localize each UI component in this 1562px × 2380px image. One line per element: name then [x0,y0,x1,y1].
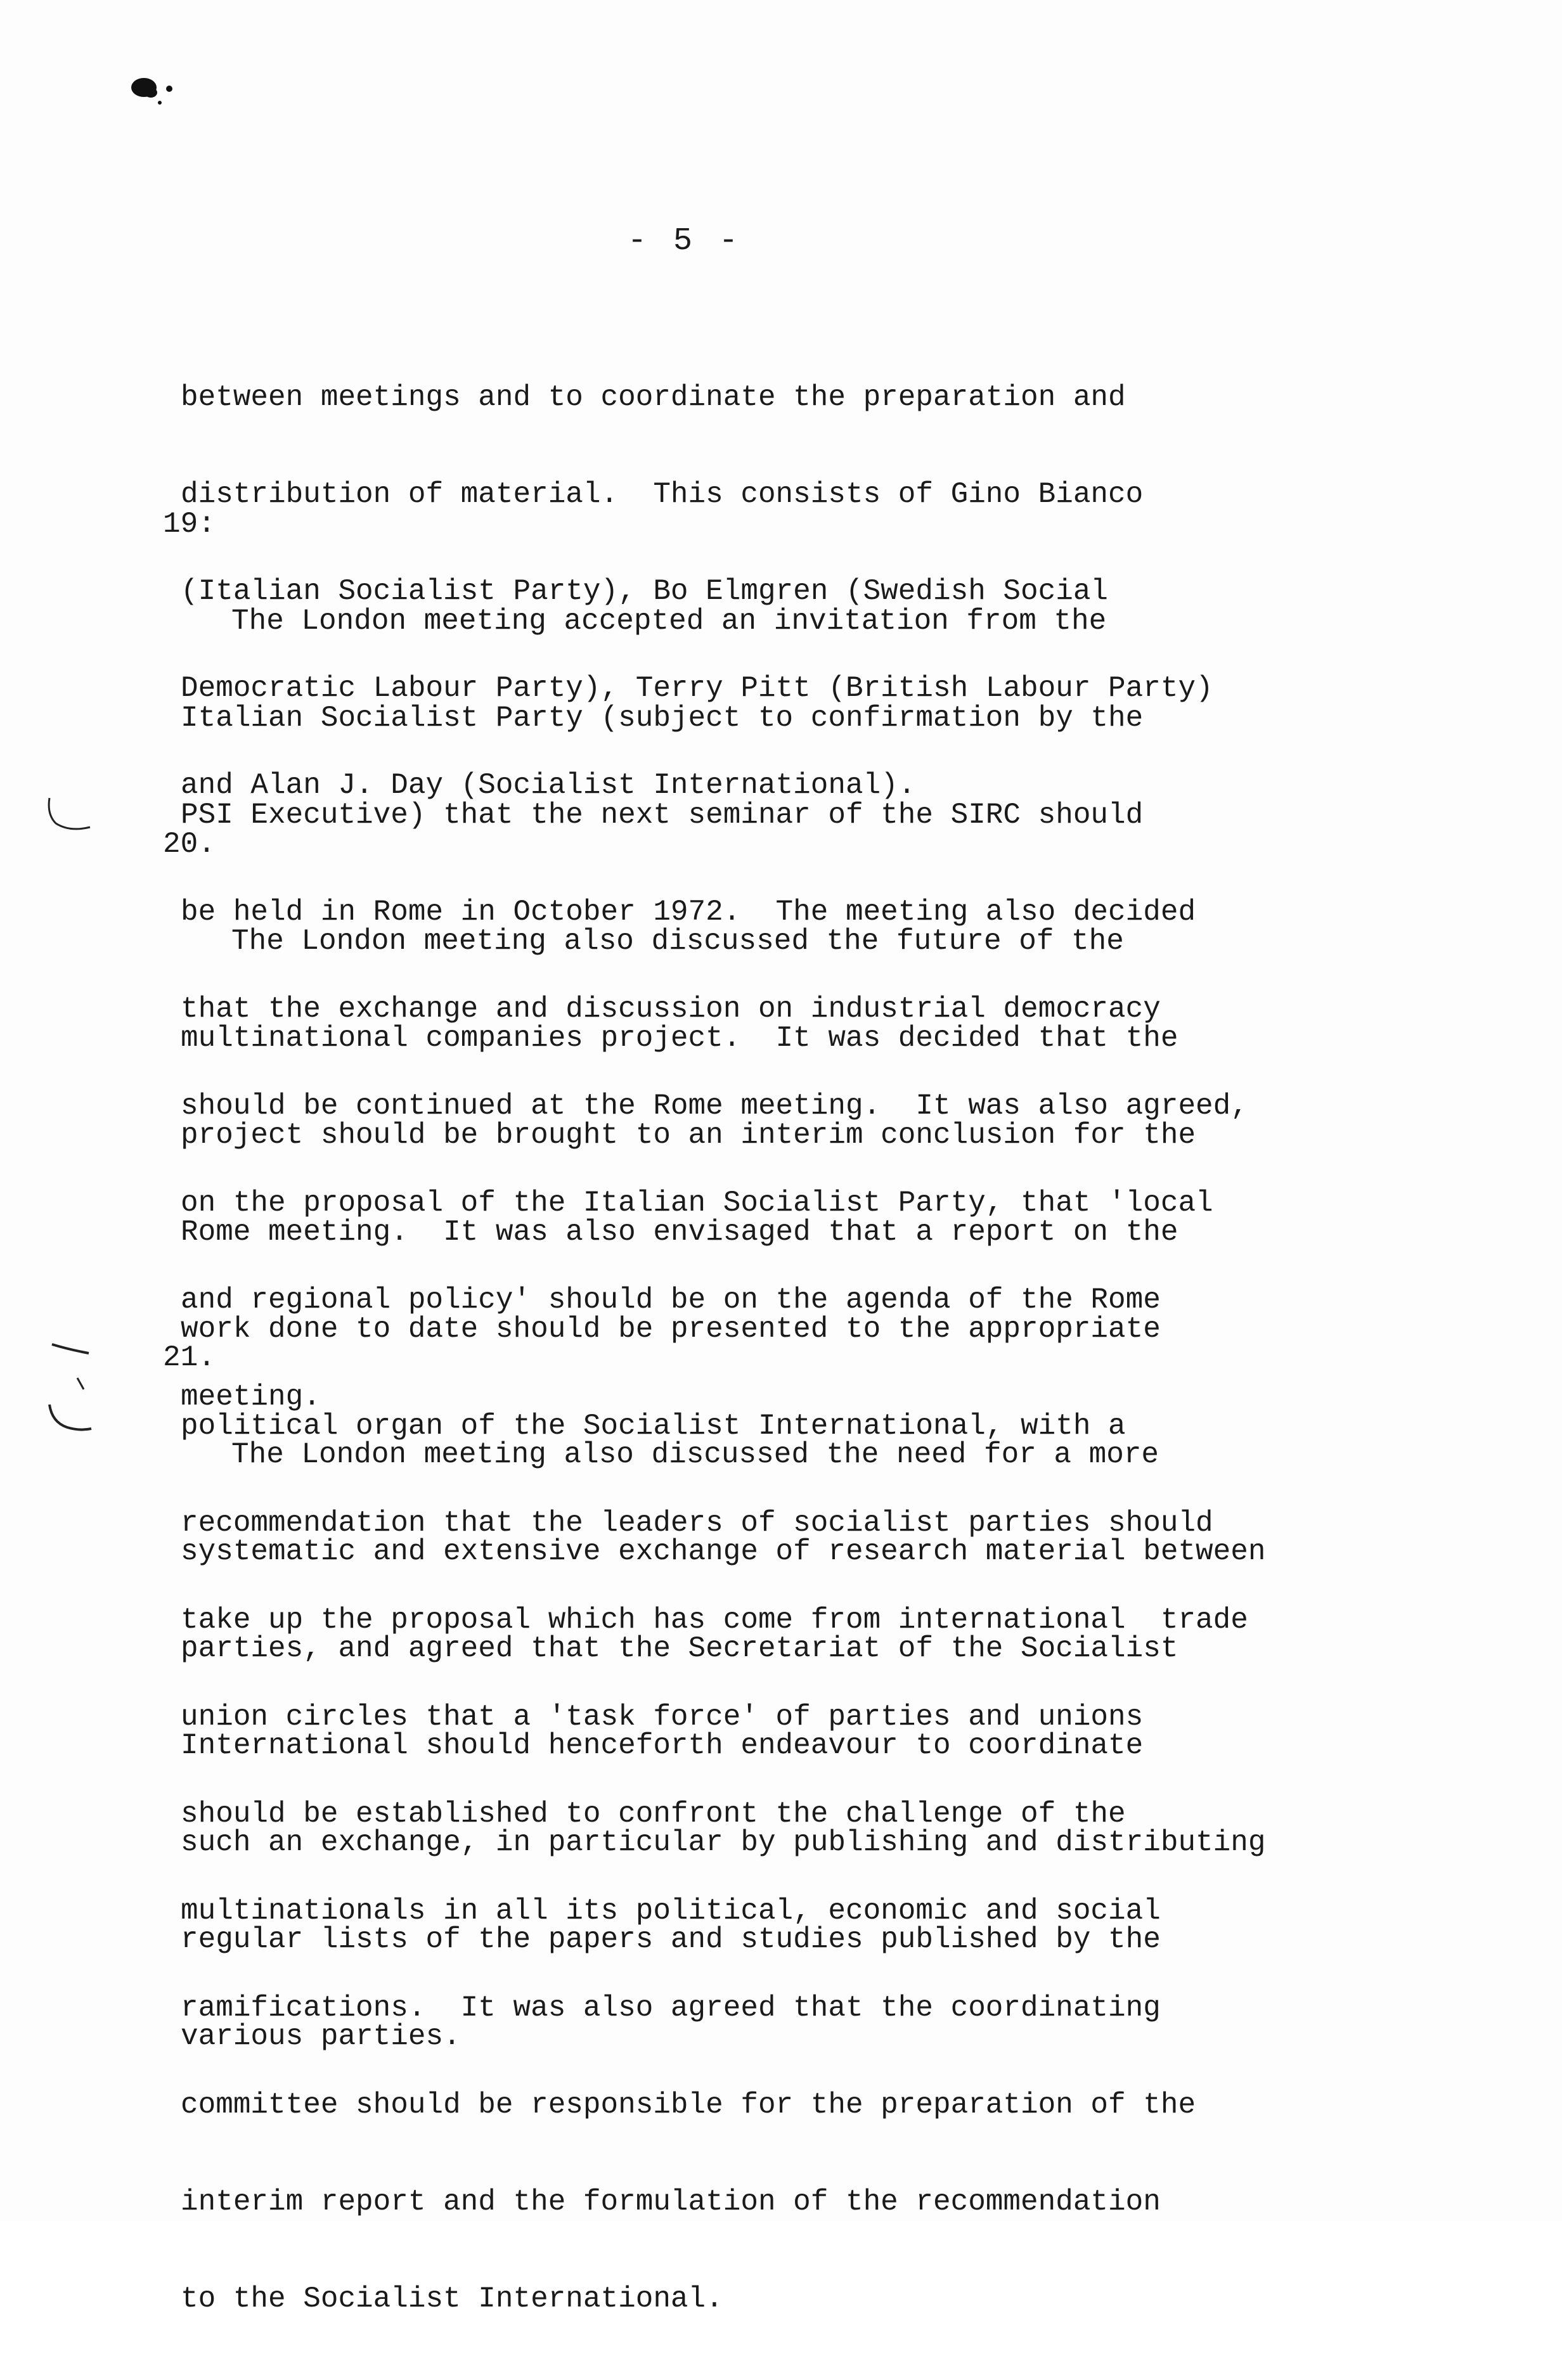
text-line: such an exchange, in particular by publishing and distributing [181,1826,1266,1859]
text-line: recommendation that the leaders of socialist parties should [181,1507,1213,1540]
text-line: between meetings and to coordinate the preparation and [181,381,1126,414]
text-line: project should be brought to an interim conclusion for the [181,1119,1196,1152]
paragraph-number: 19: [163,508,216,541]
text-line: work done to date should be presented to the appropriate [181,1313,1161,1346]
text-line: Rome meeting. It was also envisaged that a report on the [181,1216,1178,1249]
page-number: - 5 - [628,223,742,259]
text-line: multinational companies project. It was decided that the [181,1022,1178,1055]
text-line: multinationals in all its political, economic and social [181,1894,1161,1927]
margin-pen-mark [44,795,95,846]
text-line: on the proposal of the Italian Socialist Party, that 'local [181,1187,1213,1219]
text-line: and Alan J. Day (Socialist International). [181,769,916,802]
text-line: distribution of material. This consists of Gino Bianco [181,478,1144,511]
text-line: PSI Executive) that the next seminar of the SIRC should [181,799,1144,832]
text-line: (Italian Socialist Party), Bo Elmgren (Swedish Social [181,575,1109,608]
text-line: The London meeting accepted an invitation from the [231,605,1107,638]
text-line: should be established to confront the challenge of the [181,1798,1126,1830]
text-line: meeting. [181,1380,321,1413]
text-line: and regional policy' should be on the agenda of the Rome [181,1283,1161,1316]
text-line: take up the proposal which has come from international trade [181,1604,1248,1637]
text-line: union circles that a 'task force' of parties and unions [181,1701,1144,1734]
ink-blot-mark [130,75,174,112]
paragraph-number: 21. [163,1341,216,1374]
text-line: political organ of the Socialist International, with a [181,1410,1126,1443]
text-line: parties, and agreed that the Secretariat of the Socialist [181,1632,1178,1665]
text-line: various parties. [181,2020,461,2053]
text-line: committee should be responsible for the preparation of the [181,2088,1196,2121]
text-line: systematic and extensive exchange of research material between [181,1535,1266,1568]
text-line: to the Socialist International. [181,2282,723,2315]
text-line: be held in Rome in October 1972. The meeting also decided [181,896,1196,929]
margin-pen-mark [46,1401,96,1439]
margin-pen-mark [75,1375,87,1394]
text-line: Democratic Labour Party), Terry Pitt (British Labour Party) [181,672,1213,705]
text-line: The London meeting also discussed the need for a more [231,1438,1159,1471]
text-line: that the exchange and discussion on industrial democracy [181,993,1161,1026]
margin-pen-mark [49,1341,94,1360]
text-line: interim report and the formulation of the recommendation [181,2185,1161,2218]
paragraph-21 [163,1341,1360,2118]
text-line: The London meeting also discussed the future of the [231,925,1124,958]
text-line: ramifications. It was also agreed that the coordinating [181,1991,1161,2024]
text-line: International should henceforth endeavour to coordinate [181,1729,1144,1762]
text-line: Italian Socialist Party (subject to confirmation by the [181,702,1144,735]
text-line: should be continued at the Rome meeting. It was also agreed, [181,1090,1248,1122]
paragraph-number: 20. [163,828,216,861]
text-line: regular lists of the papers and studies published by the [181,1923,1161,1956]
